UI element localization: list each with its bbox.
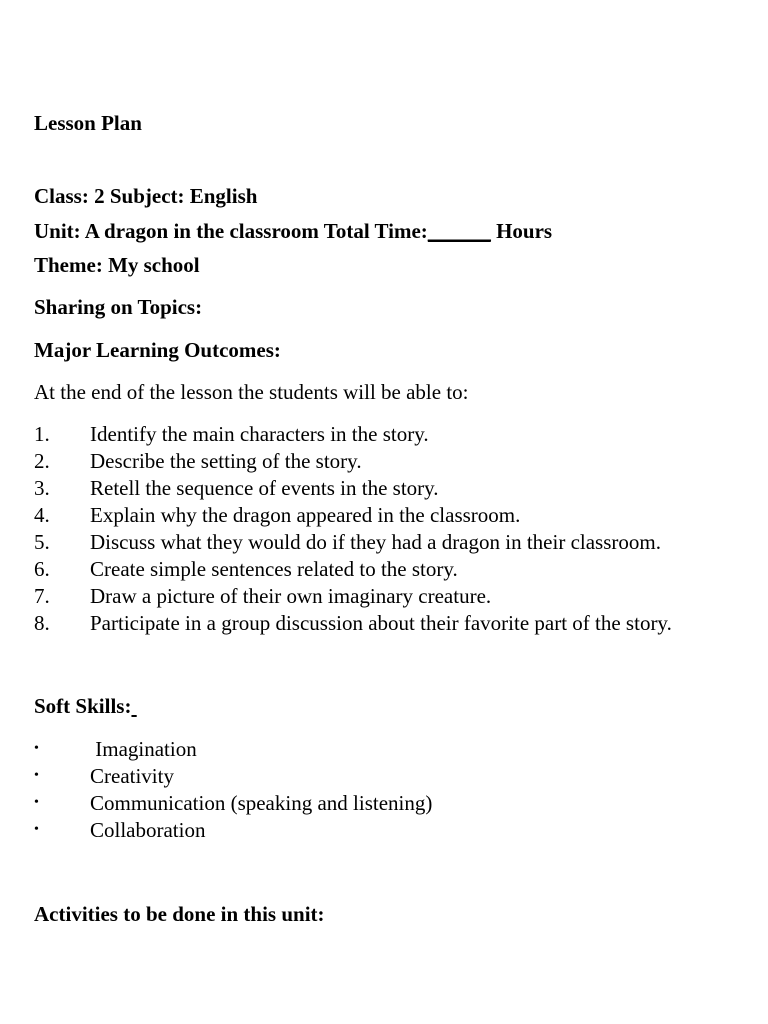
list-number: 5. bbox=[34, 530, 50, 554]
soft-skills-heading bbox=[34, 693, 137, 719]
list-text: Creativity bbox=[90, 764, 174, 788]
list-number: 3. bbox=[34, 476, 50, 500]
list-text: Describe the setting of the story. bbox=[90, 449, 362, 473]
list-item bbox=[34, 610, 672, 637]
list-text: Collaboration bbox=[90, 818, 206, 842]
bullet-icon: • bbox=[34, 741, 39, 756]
list-item bbox=[34, 790, 432, 817]
list-number: 7. bbox=[34, 584, 50, 608]
list-text: Participate in a group discussion about their favorite part of the story. bbox=[90, 611, 672, 635]
list-item bbox=[34, 502, 672, 529]
list-text: Identify the main characters in the story. bbox=[90, 422, 429, 446]
list-item bbox=[34, 529, 672, 556]
list-text: Imagination bbox=[90, 737, 197, 761]
list-item bbox=[34, 736, 432, 763]
page-title: Lesson Plan bbox=[34, 111, 142, 135]
list-number: 6. bbox=[34, 557, 50, 581]
activities-heading: Activities to be done in this unit: bbox=[34, 902, 325, 926]
bullet-icon: • bbox=[34, 822, 39, 837]
list-item bbox=[34, 556, 672, 583]
theme-line: Theme: My school bbox=[34, 253, 200, 277]
list-item bbox=[34, 583, 672, 610]
list-number: 1. bbox=[34, 422, 50, 446]
list-item bbox=[34, 448, 672, 475]
sharing-heading: Sharing on Topics: bbox=[34, 295, 203, 319]
bullet-icon: • bbox=[34, 768, 39, 783]
total-time-blank: ______ bbox=[427, 219, 491, 243]
list-number: 2. bbox=[34, 449, 50, 473]
list-item bbox=[34, 763, 432, 790]
list-item bbox=[34, 475, 672, 502]
soft-skills-underline bbox=[131, 693, 136, 719]
unit-label: Unit: A dragon in the classroom Total Time: bbox=[34, 219, 428, 243]
class-subject-line: Class: 2 Subject: English bbox=[34, 184, 258, 208]
hours-label: Hours bbox=[490, 219, 553, 243]
bullet-icon: • bbox=[34, 795, 39, 810]
list-item bbox=[34, 421, 672, 448]
soft-skills-label: Soft Skills: bbox=[34, 694, 132, 718]
soft-skills-list bbox=[34, 736, 432, 844]
list-text: Discuss what they would do if they had a dragon in their classroom. bbox=[90, 530, 661, 554]
outcomes-list bbox=[34, 421, 672, 637]
unit-line bbox=[34, 218, 552, 244]
list-text: Retell the sequence of events in the story. bbox=[90, 476, 439, 500]
list-text: Communication (speaking and listening) bbox=[90, 791, 433, 815]
list-text: Draw a picture of their own imaginary creature. bbox=[90, 584, 492, 608]
list-text: Create simple sentences related to the story. bbox=[90, 557, 458, 581]
list-number: 8. bbox=[34, 611, 50, 635]
outcomes-heading: Major Learning Outcomes: bbox=[34, 338, 281, 362]
list-text: Explain why the dragon appeared in the classroom. bbox=[90, 503, 521, 527]
list-number: 4. bbox=[34, 503, 50, 527]
list-item bbox=[34, 817, 432, 844]
outcomes-intro: At the end of the lesson the students will be able to: bbox=[34, 380, 469, 404]
